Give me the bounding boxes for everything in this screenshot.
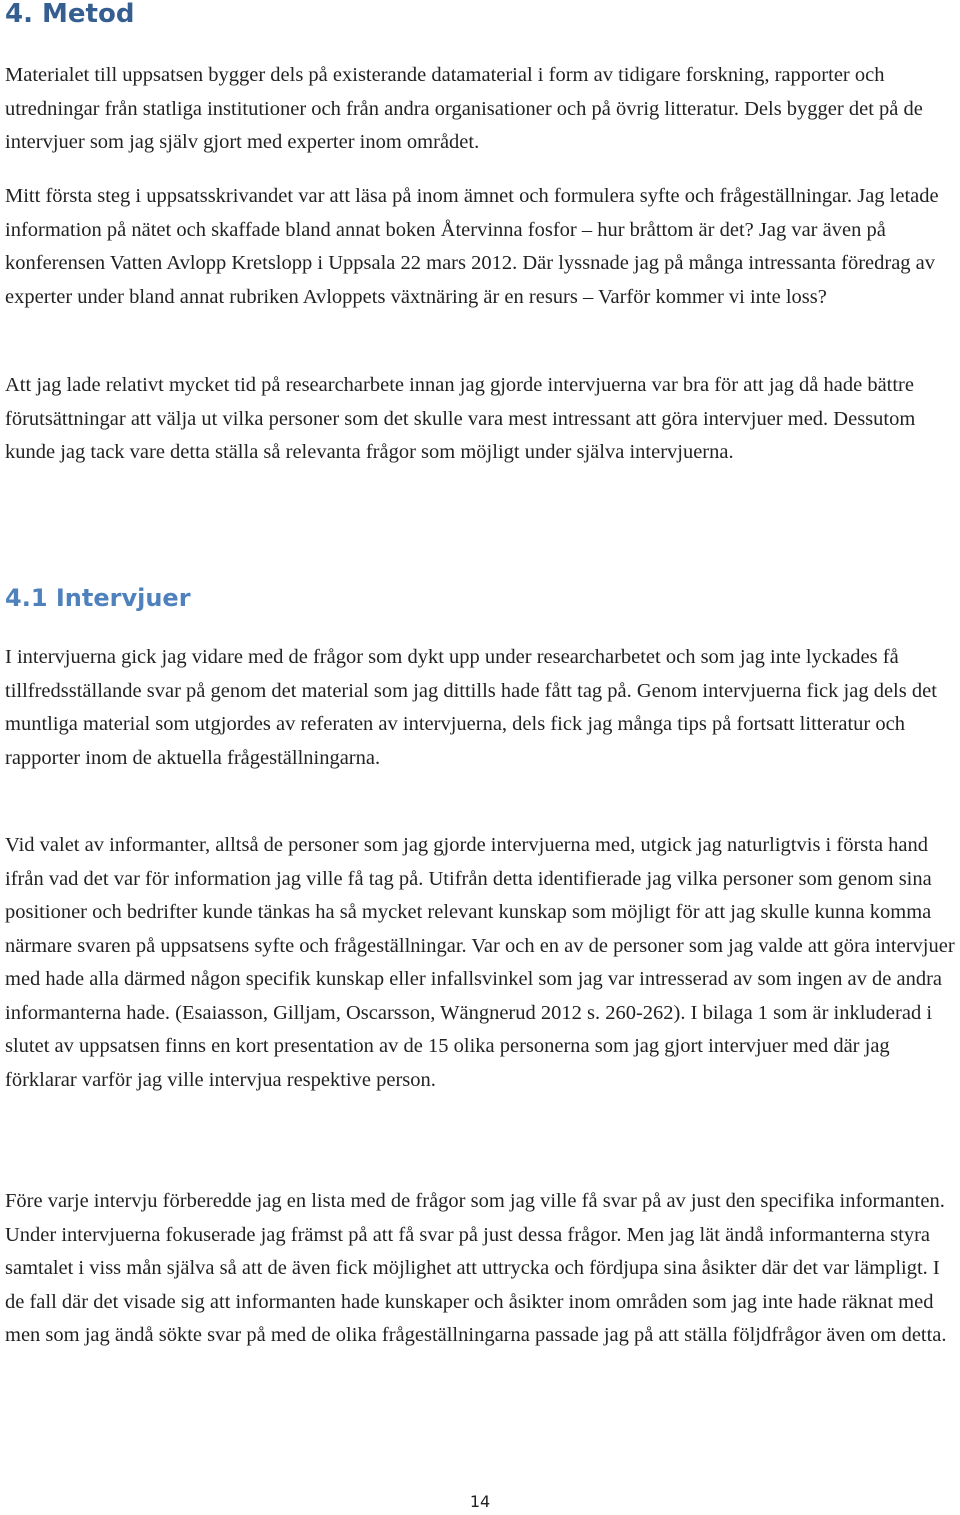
- paragraph-3: Att jag lade relativt mycket tid på researcharbete innan jag gjorde intervjuerna var bra för att jag då hade bättre förutsättningar att välja ut vilka personer som det skulle vara mest intressant att göra intervjuer med. Dessutom kunde jag tack vare detta ställa så relevanta frågor som möjligt under själva intervjuerna.: [5, 374, 916, 463]
- paragraph-5: Vid valet av informanter, alltså de personer som jag gjorde intervjuerna med, utgick jag naturligtvis i första hand ifrån vad det var för information jag ville få tag på. Utifrån detta identifierade jag vilka personer som genom sina positioner och bedrifter kunde tänkas ha så mycket relevant kunskap som möjligt för att jag skulle kunna komma närmare svaren på uppsatsens syfte och frågeställningar. Var och en av de personer som jag valde att göra intervjuer med hade alla därmed någon specifik kunskap eller infallsvinkel som jag var intresserad av som ingen av de andra informanterna hade. (Esaiasson, Gilljam, Oscarsson, Wängnerud 2012 s. 260-262). I bilaga 1 som är inkluderad i slutet av uppsatsen finns en kort presentation av de 15 olika personerna som jag gjort intervjuer med där jag förklarar varför jag ville intervjua respektive person.: [5, 834, 955, 1091]
- subsection-heading: 4.1 Intervjuer: [5, 584, 191, 612]
- paragraph-1: Materialet till uppsatsen bygger dels på existerande datamaterial i form av tidigare forskning, rapporter och utredningar från statliga institutioner och från andra organisationer och på övrig litteratur. Dels bygger det på de intervjuer som jag själv gjort med experter inom området.: [5, 64, 923, 153]
- paragraph-6: Före varje intervju förberedde jag en lista med de frågor som jag ville få svar på av just den specifika informanten. Under intervjuerna fokuserade jag främst på att få svar på just dessa frågor. Men jag lät ändå informanterna styra samtalet i viss mån själva så att de även fick möjlighet att uttrycka och fördjupa sina åsikter där det var lämpligt. I de fall där det visade sig att informanten hade kunskaper och åsikter inom områden som jag inte hade räknat med men som jag ändå sökte svar på med de olika frågeställningarna passade jag på att ställa följdfrågor även om detta.: [5, 1190, 947, 1346]
- paragraph-4: I intervjuerna gick jag vidare med de frågor som dykt upp under researcharbetet och som jag inte lyckades få tillfredsställande svar på genom det material som jag dittills hade fått tag på. Genom intervjuerna fick jag dels det muntliga material som utgjordes av referaten av intervjuerna, dels fick jag många tips på fortsatt litteratur och rapporter inom de aktuella frågeställningarna.: [5, 646, 937, 769]
- section-heading: 4. Metod: [5, 0, 135, 29]
- page-number: 14: [469, 1492, 491, 1511]
- paragraph-2: Mitt första steg i uppsatsskrivandet var att läsa på inom ämnet och formulera syfte och frågeställningar. Jag letade information på nätet och skaffade bland annat boken Återvinna fosfor – hur bråttom är det? Jag var även på konferensen Vatten Avlopp Kretslopp i Uppsala 22 mars 2012. Där lyssnade jag på många intressanta föredrag av experter under bland annat rubriken Avloppets växtnäring är en resurs – Varför kommer vi inte loss?: [5, 185, 939, 308]
